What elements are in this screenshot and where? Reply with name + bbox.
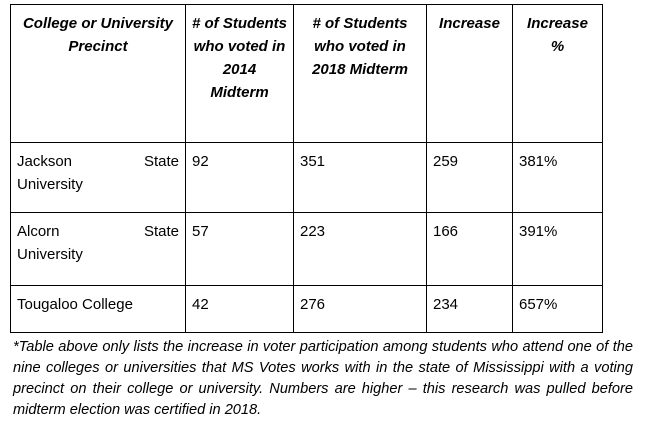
cell-increase: 234 bbox=[427, 286, 513, 333]
precinct-word: Jackson bbox=[17, 153, 73, 170]
precinct-word: State bbox=[143, 153, 179, 170]
cell-voted-2018: 351 bbox=[294, 143, 427, 213]
precinct-word: Alcorn bbox=[17, 223, 60, 240]
header-precinct: College or University Precinct bbox=[11, 5, 186, 143]
table-row bbox=[11, 213, 603, 286]
cell-voted-2014: 42 bbox=[186, 286, 294, 333]
precinct-word: State bbox=[143, 223, 179, 240]
cell-increase-pct: 391% bbox=[513, 213, 603, 286]
header-voted-2018: # of Students who voted in 2018 Midterm bbox=[294, 5, 427, 143]
cell-increase: 166 bbox=[427, 213, 513, 286]
cell-precinct bbox=[11, 213, 186, 286]
cell-precinct: Tougaloo College bbox=[11, 286, 186, 333]
cell-increase-pct: 381% bbox=[513, 143, 603, 213]
cell-increase: 259 bbox=[427, 143, 513, 213]
precinct-word: University bbox=[17, 176, 83, 193]
cell-voted-2014: 92 bbox=[186, 143, 294, 213]
table-row bbox=[11, 286, 603, 333]
cell-precinct bbox=[11, 143, 186, 213]
cell-voted-2018: 276 bbox=[294, 286, 427, 333]
cell-increase-pct: 657% bbox=[513, 286, 603, 333]
table-footnote: *Table above only lists the increase in voter participation among students who attend one of the nine colleges or universities that MS Votes works with in the state of Mississippi with a voting precinct on their college or university. Numbers are higher – this research was pulled before midterm election was certified in 2018. bbox=[13, 339, 633, 418]
table-row bbox=[11, 143, 603, 213]
cell-voted-2018: 223 bbox=[294, 213, 427, 286]
header-voted-2014: # of Students who voted in 2014 Midterm bbox=[186, 5, 294, 143]
table-header-row bbox=[11, 5, 603, 143]
header-increase: Increase bbox=[427, 5, 513, 143]
cell-voted-2014: 57 bbox=[186, 213, 294, 286]
precinct-word: University bbox=[17, 246, 83, 263]
voter-participation-table bbox=[10, 4, 603, 333]
header-increase-pct: Increase % bbox=[513, 5, 603, 143]
